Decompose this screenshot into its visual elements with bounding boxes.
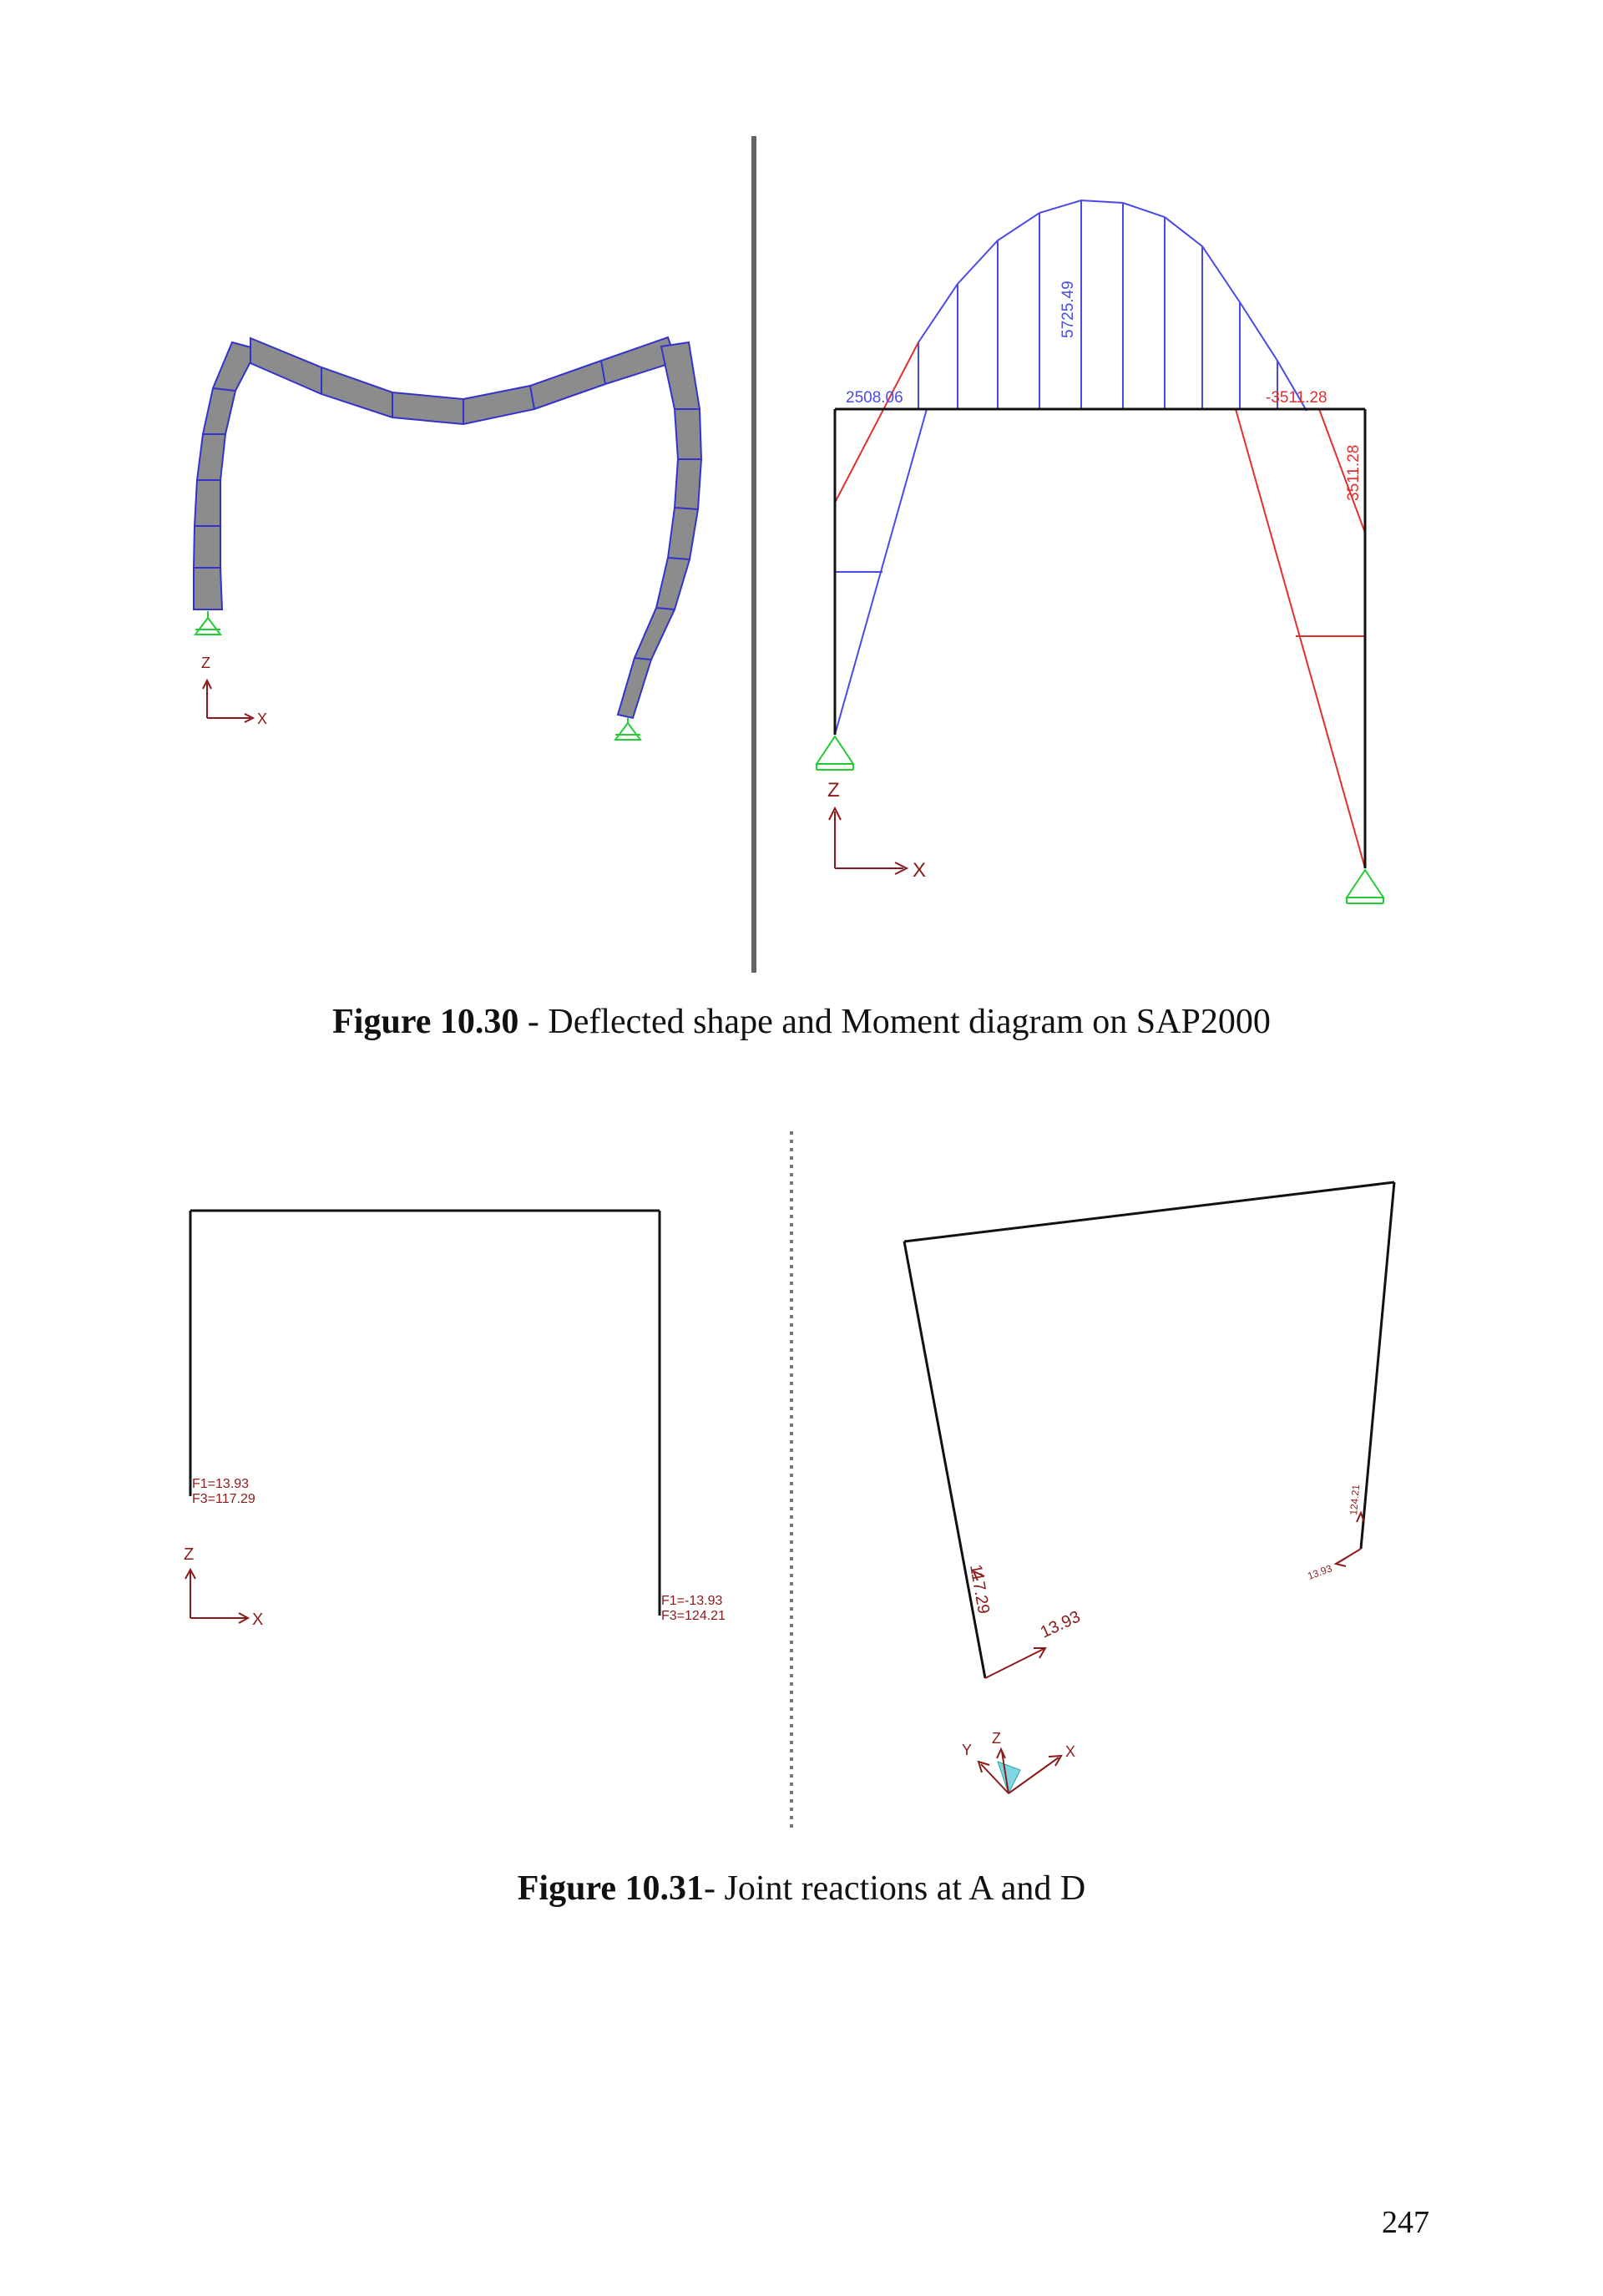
elevation-reactions-figure (184, 1211, 726, 1629)
peak-moment-label: 5725.49 (1059, 281, 1077, 338)
reaction-d-f1: F1=-13.93 (661, 1594, 723, 1608)
figure-30-caption (0, 1002, 1603, 1042)
right-column-moment-label: 3511.28 (1345, 444, 1363, 501)
reaction-d-horizontal: 13.93 (1306, 1562, 1334, 1582)
page-number: 247 (1382, 2205, 1429, 2240)
left-corner-moment-label: 2508.06 (846, 389, 903, 407)
reaction-d-vertical: 124.21 (1348, 1484, 1363, 1516)
figure-31-number: Figure 10.31 (517, 1869, 704, 1908)
deflected-shape-figure (194, 337, 701, 740)
support-pin-icon (1347, 870, 1383, 903)
support-pin-icon (195, 611, 220, 635)
deflected-right-column (618, 342, 701, 718)
axis-triad-3d-icon (978, 1749, 1061, 1793)
beam-moment-curve (918, 200, 1307, 411)
axis-z-label: Z (827, 779, 840, 802)
support-pin-icon (817, 736, 853, 770)
reaction-a-f1: F1=13.93 (192, 1477, 250, 1491)
isometric-reactions-figure (904, 1182, 1394, 1793)
axis-z-label: Z (184, 1545, 195, 1564)
axis-x-label: X (913, 859, 927, 882)
reaction-a-vertical: 117.29 (966, 1563, 994, 1616)
axis-z-label: Z (992, 1730, 1001, 1747)
figure-30-number: Figure 10.30 (332, 1003, 519, 1041)
deflected-left-column (194, 342, 257, 609)
support-pin-icon (615, 718, 640, 740)
figure-31-title: - Joint reactions at A and D (703, 1869, 1086, 1908)
axis-x-label: X (1065, 1743, 1076, 1760)
reaction-d-f3: F3=124.21 (661, 1609, 726, 1623)
figure-30-title: - Deflected shape and Moment diagram on SAP2000 (518, 1003, 1271, 1041)
axis-x-label: X (257, 711, 268, 727)
moment-diagram-figure (817, 200, 1383, 903)
axis-triad-icon (185, 1570, 248, 1623)
figure-31-caption (0, 1869, 1603, 1909)
axis-triad-icon (203, 680, 253, 722)
axis-z-label: Z (201, 655, 210, 671)
reaction-a-f3: F3=117.29 (192, 1492, 255, 1506)
reaction-a-horizontal: 13.93 (1037, 1607, 1084, 1642)
axis-triad-icon (829, 808, 907, 874)
axis-x-label: X (252, 1611, 264, 1629)
axis-y-label: Y (962, 1742, 973, 1758)
right-corner-moment-label: -3511.28 (1266, 389, 1327, 407)
